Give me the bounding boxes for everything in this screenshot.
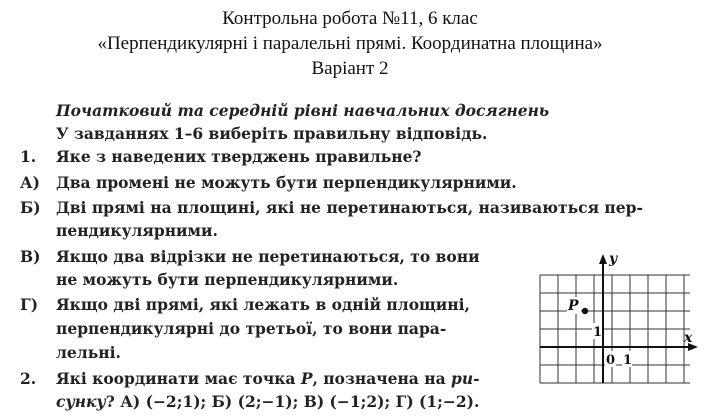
q2-text-a: Які координати має точка [56, 369, 301, 388]
q2-line2 [56, 391, 479, 413]
option-d-text: Якщо дві прямі, які лежать в одній площині, [56, 295, 470, 314]
option-b-mark: Б) [20, 198, 41, 217]
doc-topic: «Перпендикулярні і паралельні прямі. Координатна площина» [97, 33, 603, 54]
q1-line [20, 146, 422, 168]
label-one-y: 1 [593, 325, 603, 340]
option-a-mark: А) [20, 173, 40, 192]
option-c-mark: В) [20, 247, 41, 266]
q1-option-a [20, 172, 517, 194]
q1-number: 1. [20, 147, 37, 166]
q1-option-b-cont: пендикулярними. [56, 221, 218, 240]
q1-option-d-cont1: перпендикулярні до третьої, то вони пара- [56, 319, 447, 338]
option-d-mark: Г) [20, 295, 39, 314]
doc-variant: Варіант 2 [311, 58, 389, 79]
point-p [582, 308, 588, 314]
q2-text-b: , позначена на [312, 369, 452, 388]
q1-option-d [20, 294, 470, 316]
option-c-text: Якщо два відрізки не перетинаються, то вони [56, 247, 480, 266]
label-zero: 0 [606, 353, 616, 368]
q1-option-c [20, 246, 480, 268]
x-axis-label: x [684, 330, 693, 346]
q2-number: 2. [20, 369, 37, 388]
q1-option-c-cont: не можуть бути перпендикулярними. [56, 270, 399, 289]
y-axis-arrow [599, 254, 607, 264]
q2-answers: ? А) (−2;1); Б) (2;−1); В) (−1;2); Г) (1;−2). [105, 392, 480, 411]
q2-text-c: ри- [451, 369, 480, 388]
q1-option-d-cont2: лельні. [56, 343, 121, 362]
q2-text-d: сунку [56, 392, 106, 411]
point-label: P [568, 298, 579, 314]
q2-line1 [20, 368, 480, 390]
doc-title: Контрольна робота №11, 6 клас [222, 8, 478, 29]
y-axis-label: y [609, 251, 618, 267]
coordinate-grid [530, 245, 705, 395]
section-instruction: У завданнях 1–6 виберіть правильну відповідь. [56, 124, 488, 143]
label-one-x: 1 [623, 353, 633, 368]
q1-option-b [20, 197, 643, 219]
section-title: Початковий та середній рівні навчальних досягнень [56, 101, 550, 120]
q1-text: Яке з наведених тверджень правильне? [56, 147, 422, 166]
option-a-text: Два промені не можуть бути перпендикулярними. [56, 173, 517, 192]
option-b-text: Дві прямі на площині, які не перетинаються, називаються пер- [56, 198, 643, 217]
q2-point-name: P [300, 369, 313, 388]
